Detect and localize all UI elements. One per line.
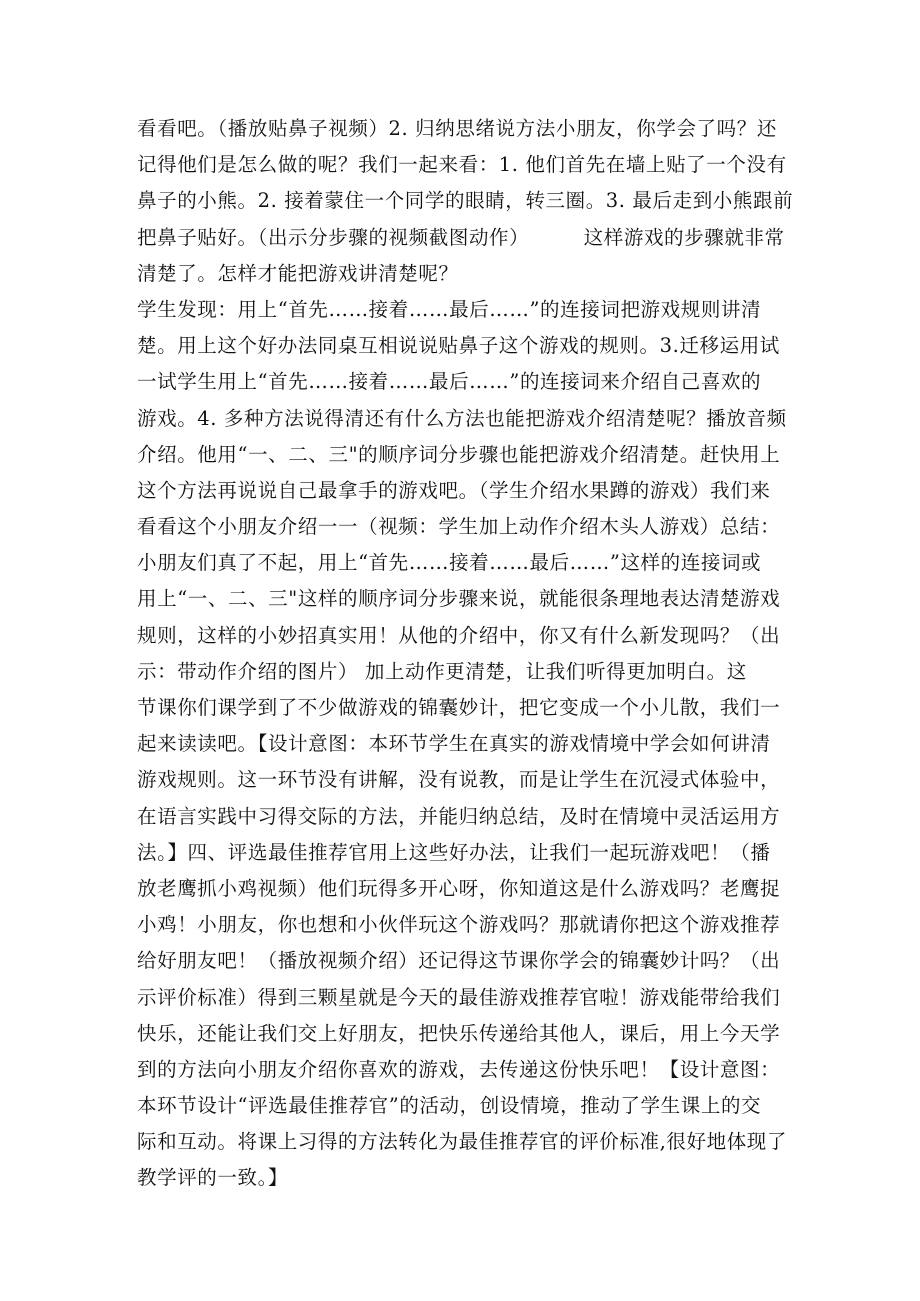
text-line: 际和互动。将课上习得的方法转化为最佳推荐官的评价标准,很好地体现了 [137,1130,787,1154]
text-line: 在语言实践中习得交际的方法，并能归纳总结，及时在情境中灵活运用方 [137,804,781,828]
text-line: 用上“一、二、三"这样的顺序词分步骤来说，就能很条理地表达清楚游戏 [137,587,781,611]
text-line: 放老鹰抓小鸡视频）他们玩得多开心呀，你知道这是什么游戏吗？老鹰捉 [137,876,781,900]
text-line: 小鸡！小朋友，你也想和小伙伴玩这个游戏吗？那就请你把这个游戏推荐 [137,913,781,937]
text-line: 记得他们是怎么做的呢？我们一起来看：1. 他们首先在墙上贴了一个没有 [137,153,787,177]
text-line: 这个方法再说说自己最拿手的游戏吧。（学生介绍水果蹲的游戏）我们来 [137,478,771,502]
text-line: 介绍。他用“一、二、三"的顺序词分步骤也能把游戏介绍清楚。赶快用上 [137,442,781,466]
text-line: 示：带动作介绍的图片） 加上动作更清楚，让我们听得更加明白。这 [137,659,747,683]
text-line: 节课你们课学到了不少做游戏的锦囊妙计，把它变成一个小儿散，我们一 [137,696,781,719]
text-line: 快乐，还能让我们交上好朋友，把快乐传递给其他人，课后，用上今天学 [137,1021,781,1045]
text-line: 鼻子的小熊。2. 接着蒙住一个同学的眼睛，转三圈。3. 最后走到小熊跟前 [137,189,794,213]
text-line: 给好朋友吧！（播放视频介绍）还记得这节课你学会的锦囊妙计吗？（出 [137,949,781,973]
text-line: 学生发现：用上“首先……接着……最后……”的连接词把游戏规则讲清 [137,297,762,321]
text-line: 一试学生用上“首先……接着……最后……”的连接词来介绍自己喜欢的 [137,370,762,394]
text-line: 把鼻子贴好。（出示分步骤的视频截图动作） 这样游戏的步骤就非常 [137,225,785,249]
text-line: 看看吧。（播放贴鼻子视频）2. 归纳思绪说方法小朋友，你学会了吗？还 [137,117,777,140]
text-line: 游戏。4. 多种方法说得清还有什么方法也能把游戏介绍清楚呢？播放音频 [137,406,787,430]
text-line: 清楚了。怎样才能把游戏讲清楚呢？ [137,261,459,285]
text-line: 到的方法向小朋友介绍你喜欢的游戏，去传递这份快乐吧！【设计意图： [137,1057,781,1081]
text-line: 规则，这样的小妙招真实用！从他的介绍中，你又有什么新发现吗？（出 [137,623,781,647]
text-line: 起来读读吧。【设计意图：本环节学生在真实的游戏情境中学会如何讲清 [137,732,771,756]
text-line: 本环节设计“评选最佳推荐官”的活动，创设情境，推动了学生课上的交 [137,1094,762,1118]
text-line: 法。】四、评选最佳推荐官用上这些好办法，让我们一起玩游戏吧！（播 [137,840,771,864]
body-text [137,111,794,1197]
text-line: 小朋友们真了不起，用上“首先……接着……最后……”这样的连接词或 [137,551,762,575]
text-line: 楚。用上这个好办法同桌互相说说贴鼻子这个游戏的规则。3.迁移运用试 [137,334,780,358]
text-line: 看看这个小朋友介绍一一（视频：学生加上动作介绍木头人游戏）总结： [137,515,781,539]
text-line: 游戏规则。这一环节没有讲解，没有说教，而是让学生在沉浸式体验中， [137,768,781,792]
text-line: 教学评的一致。】 [137,1166,289,1190]
text-line: 示评价标准）得到三颗星就是今天的最佳游戏推荐官啦！游戏能带给我们 [137,985,781,1009]
